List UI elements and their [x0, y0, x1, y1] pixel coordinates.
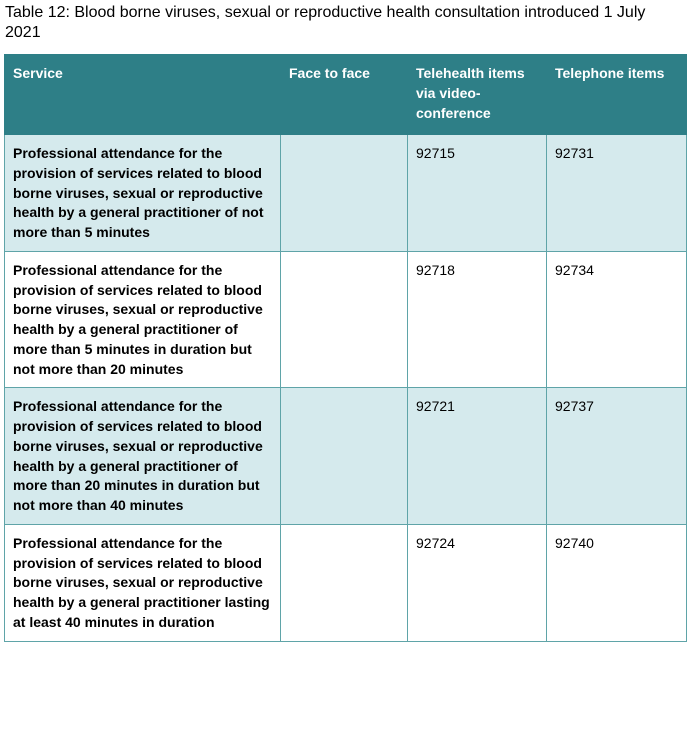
table-header-row [5, 55, 687, 135]
face-to-face-cell [281, 524, 408, 641]
service-cell: Professional attendance for the provision of services related to blood borne viruses, sexual or reproductive health by a general practitioner of more than 20 minutes in duration but not more than 40 minutes [5, 388, 281, 525]
telehealth-item-cell: 92718 [408, 251, 547, 388]
telephone-item-cell: 92740 [547, 524, 687, 641]
telephone-item-cell: 92737 [547, 388, 687, 525]
table-row [5, 388, 687, 525]
header-service: Service [5, 55, 281, 135]
face-to-face-cell [281, 251, 408, 388]
face-to-face-cell [281, 135, 408, 252]
table-caption: Table 12: Blood borne viruses, sexual or reproductive health consultation introduced 1 July 2021 [5, 4, 646, 41]
service-cell: Professional attendance for the provision of services related to blood borne viruses, sexual or reproductive health by a general practitioner of not more than 5 minutes [5, 135, 281, 252]
table-row [5, 135, 687, 252]
telephone-item-cell: 92731 [547, 135, 687, 252]
header-telehealth: Telehealth items via video-conference [408, 55, 547, 135]
header-telephone: Telephone items [547, 55, 687, 135]
telephone-item-cell: 92734 [547, 251, 687, 388]
service-cell: Professional attendance for the provision of services related to blood borne viruses, sexual or reproductive health by a general practitioner of more than 5 minutes in duration but not more than 20 minutes [5, 251, 281, 388]
consultation-items-table [4, 54, 687, 642]
table-row [5, 251, 687, 388]
telehealth-item-cell: 92721 [408, 388, 547, 525]
telehealth-item-cell: 92724 [408, 524, 547, 641]
table-row [5, 524, 687, 641]
face-to-face-cell [281, 388, 408, 525]
service-cell: Professional attendance for the provision of services related to blood borne viruses, sexual or reproductive health by a general practitioner lasting at least 40 minutes in duration [5, 524, 281, 641]
telehealth-item-cell: 92715 [408, 135, 547, 252]
header-face-to-face: Face to face [281, 55, 408, 135]
